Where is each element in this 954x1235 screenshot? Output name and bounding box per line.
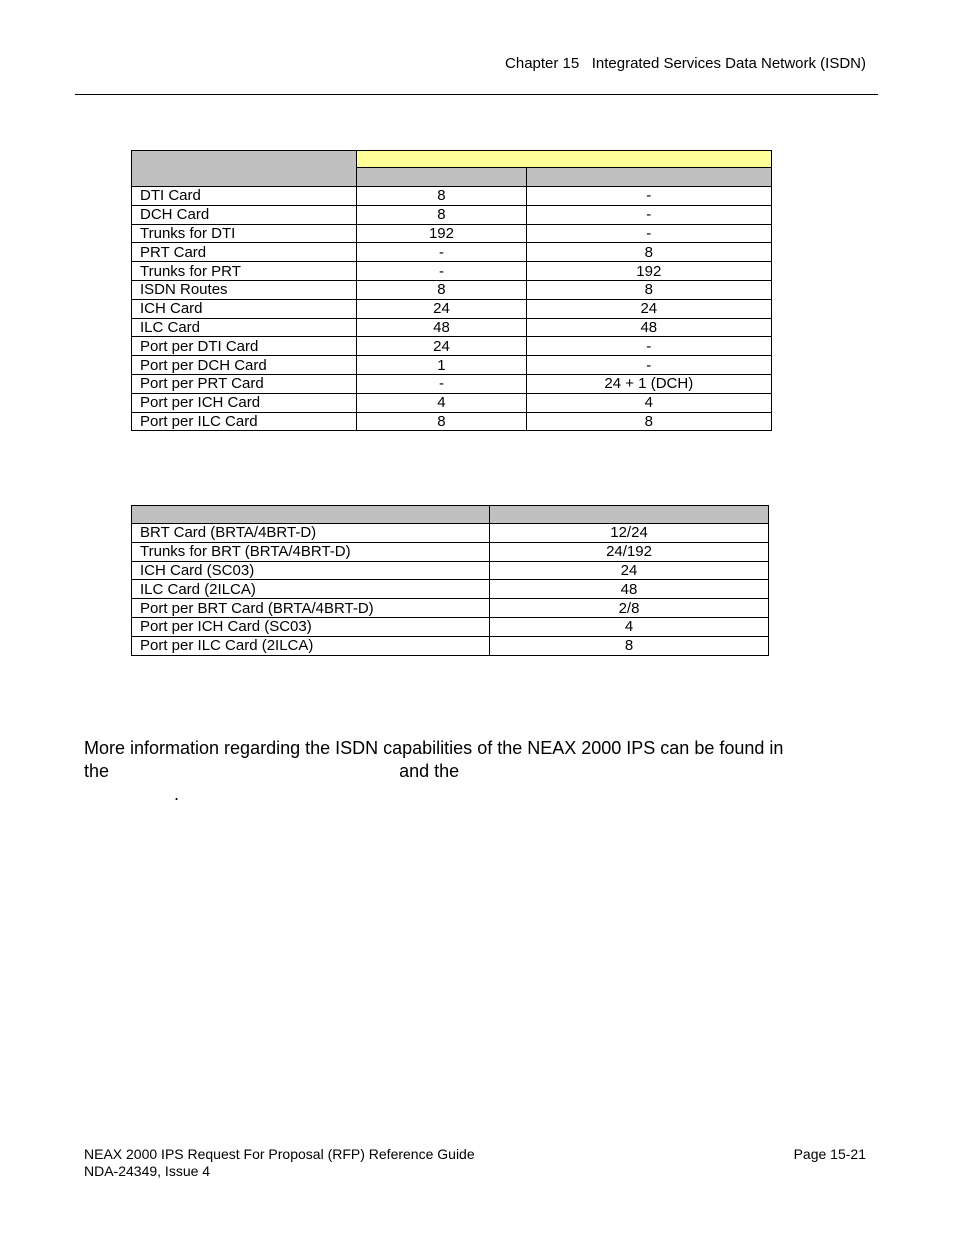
paragraph-line-3: .	[84, 784, 180, 804]
table-row	[132, 187, 772, 206]
table1-cell: DTI Card	[132, 187, 357, 206]
table-row	[132, 636, 769, 655]
table2-cell: Port per ILC Card (2ILCA)	[132, 636, 490, 655]
table1-cell: 4	[526, 393, 771, 412]
table-row	[132, 205, 772, 224]
table1-cell: 24 + 1 (DCH)	[526, 374, 771, 393]
footer-page-number: Page 15-21	[793, 1146, 866, 1162]
table-row	[132, 412, 772, 431]
table1-cell: 24	[357, 299, 526, 318]
table-row	[132, 224, 772, 243]
table1-cell: 8	[526, 412, 771, 431]
table2-cell: Port per BRT Card (BRTA/4BRT-D)	[132, 599, 490, 618]
table1-cell: 8	[357, 205, 526, 224]
table-row	[132, 337, 772, 356]
table1-cell: ISDN Routes	[132, 280, 357, 299]
table2-cell: Trunks for BRT (BRTA/4BRT-D)	[132, 542, 490, 561]
table1-cell: -	[526, 356, 771, 375]
table1-cell: Port per DTI Card	[132, 337, 357, 356]
table-row	[132, 617, 769, 636]
footer-guide-title: NEAX 2000 IPS Request For Proposal (RFP) Reference Guide	[84, 1146, 475, 1162]
table-row	[132, 599, 769, 618]
table-row	[132, 393, 772, 412]
table1-cell: -	[526, 205, 771, 224]
table2-cell: 4	[490, 617, 769, 636]
table1-cell: -	[357, 243, 526, 262]
chapter-header: Chapter 15 Integrated Services Data Network (ISDN)	[505, 55, 866, 72]
table2-cell: ICH Card (SC03)	[132, 561, 490, 580]
table1-cell: 8	[357, 412, 526, 431]
table2-cell: Port per ICH Card (SC03)	[132, 617, 490, 636]
table1-cell: -	[357, 262, 526, 281]
table1-cell: ICH Card	[132, 299, 357, 318]
table-row	[132, 524, 769, 543]
table1-cell: 8	[357, 280, 526, 299]
table1-header-group	[357, 151, 772, 168]
table2-cell: 24	[490, 561, 769, 580]
footer-document-info	[84, 1146, 475, 1180]
header-divider	[75, 94, 878, 95]
table-row	[132, 318, 772, 337]
table-row	[132, 580, 769, 599]
table-row	[132, 374, 772, 393]
paragraph-line-2: the and the	[84, 761, 460, 781]
table2-cell: BRT Card (BRTA/4BRT-D)	[132, 524, 490, 543]
table1-header-col2	[357, 168, 526, 187]
table2-cell: ILC Card (2ILCA)	[132, 580, 490, 599]
table1-cell: Port per ILC Card	[132, 412, 357, 431]
table1-cell: Trunks for PRT	[132, 262, 357, 281]
table1-cell: 48	[357, 318, 526, 337]
footer-doc-number: NDA-24349, Issue 4	[84, 1163, 211, 1179]
table2-cell: 12/24	[490, 524, 769, 543]
table1-cell: 48	[526, 318, 771, 337]
table1-cell: 4	[357, 393, 526, 412]
table1-cell: 8	[357, 187, 526, 206]
table2-cell: 2/8	[490, 599, 769, 618]
table1-cell: Port per PRT Card	[132, 374, 357, 393]
table1-cell: -	[357, 374, 526, 393]
table1-cell: 24	[357, 337, 526, 356]
table1-cell: -	[526, 337, 771, 356]
isdn-capacity-table-bri	[131, 505, 769, 656]
table1-cell: Port per ICH Card	[132, 393, 357, 412]
table-row	[132, 356, 772, 375]
table2-cell: 48	[490, 580, 769, 599]
paragraph-line-1: More information regarding the ISDN capabilities of the NEAX 2000 IPS can be found in	[84, 738, 784, 758]
table-row	[132, 262, 772, 281]
table2-header-col1	[132, 506, 490, 524]
table1-cell: -	[526, 224, 771, 243]
table-row	[132, 243, 772, 262]
table1-header-blank	[132, 151, 357, 187]
table1-cell: 8	[526, 243, 771, 262]
table1-cell: 1	[357, 356, 526, 375]
table1-cell: ILC Card	[132, 318, 357, 337]
more-info-paragraph	[84, 737, 844, 806]
table-row	[132, 561, 769, 580]
table2-cell: 8	[490, 636, 769, 655]
table2-header-col2	[490, 506, 769, 524]
table1-cell: 8	[526, 280, 771, 299]
table1-cell: PRT Card	[132, 243, 357, 262]
table-row	[132, 280, 772, 299]
table1-cell: 192	[357, 224, 526, 243]
table2-cell: 24/192	[490, 542, 769, 561]
table-row	[132, 542, 769, 561]
table1-cell: 24	[526, 299, 771, 318]
table1-cell: Port per DCH Card	[132, 356, 357, 375]
table1-cell: 192	[526, 262, 771, 281]
table1-cell: -	[526, 187, 771, 206]
table1-cell: Trunks for DTI	[132, 224, 357, 243]
table1-cell: DCH Card	[132, 205, 357, 224]
isdn-capacity-table-primary	[131, 150, 772, 431]
table-row	[132, 299, 772, 318]
table1-header-col3	[526, 168, 771, 187]
